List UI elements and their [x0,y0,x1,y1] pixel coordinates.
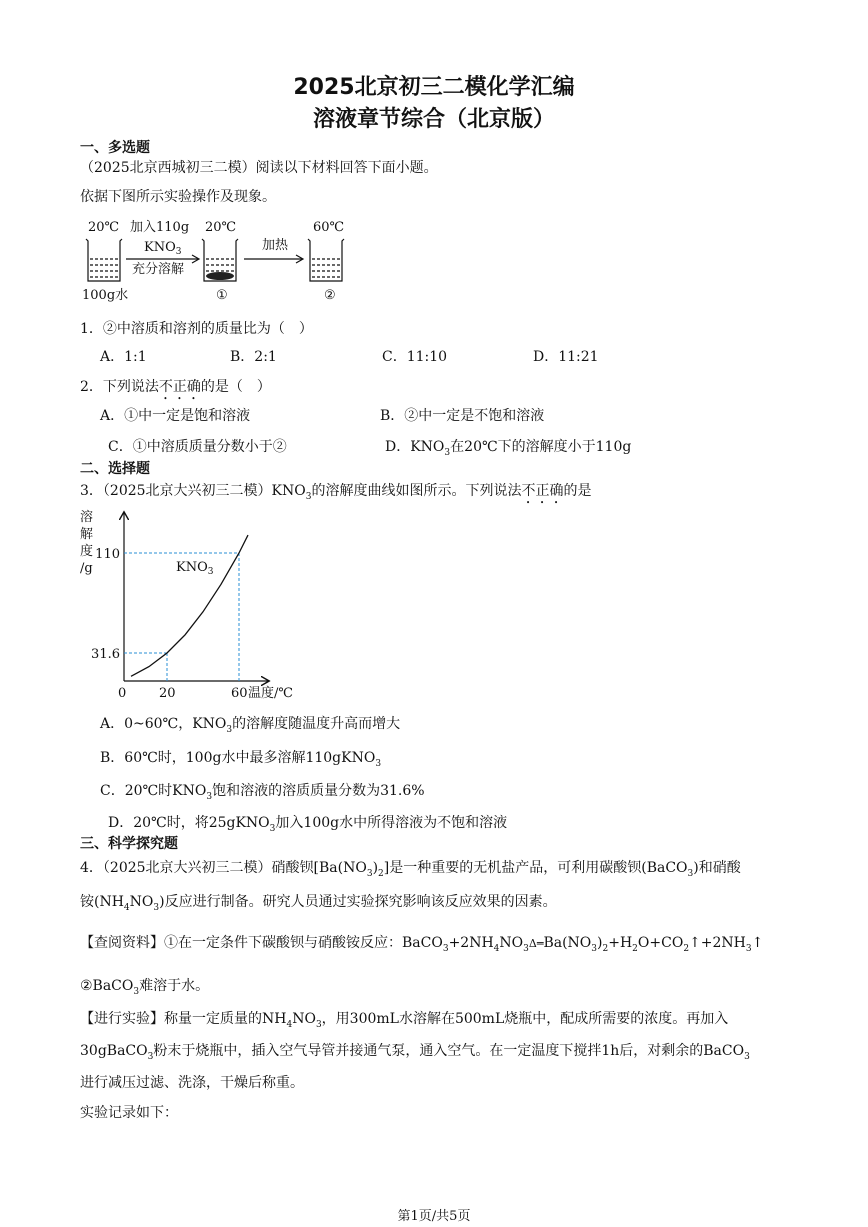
y-tick-label: 31.6 [91,647,120,662]
q4-reference-equation: 【查阅资料】①在一定条件下碳酸钡与硝酸铵反应：$BaCO_3+2NH_4NO_3\Delta═Ba(NO_3)_2+H_2O+CO_2↑+2NH_3↑$ [80,935,764,954]
experiment-diagram [80,215,360,307]
diagram-label-1: ① [216,288,228,303]
x-tick-label: 0 [118,686,127,701]
x-axis-label: 温度/℃ [248,686,293,701]
q2-option-c: C．①中溶质质量分数小于② [108,439,287,455]
page-subtitle: 溶液章节综合（北京版） [312,107,555,132]
emphasis-text: 不正确 [521,483,564,499]
series-label: $KNO_3$ [176,559,214,577]
y-axis-label-char: 度 [80,544,94,559]
q4-line-2: 铵$(NH_4NO_3)$反应进行制备。研究人员通过实验探究影响该反应效果的因素。 [80,894,557,913]
page-footer: 第1页/共5页 [397,1209,471,1224]
section-heading: 三、科学探究题 [80,836,178,852]
kno3-solubility-curve [131,535,248,676]
diagram-dissolve-text: 充分溶解 [132,262,185,277]
heating-arrow-icon: Δ═ [528,937,544,950]
q4-reference-2: ②BaCO$_3$难溶于水。 [80,978,210,997]
page-title: 2025北京初三二模化学汇编 [293,75,575,100]
q3-option-d: D．20℃时，将25gKNO$_3$加入100g水中所得溶液为不饱和溶液 [108,815,508,834]
beaker-icon [308,239,344,281]
undissolved-solid [206,272,234,280]
diagram-temp-1: 20℃ [88,220,120,235]
q2-option-a: A．①中一定是饱和溶液 [100,408,251,424]
solubility-chart [78,505,318,705]
intro-text: （2025北京西城初三二模）阅读以下材料回答下面小题。 [80,160,438,176]
question-2-stem: 2．下列说法不正确的是（ ） [80,379,271,395]
beaker-icon [86,239,122,281]
diagram-label-2: ② [324,288,336,303]
intro-text-2: 依据下图所示实验操作及现象。 [80,189,276,205]
q4-experiment-3: 进行减压过滤、洗涤，干燥后称重。 [80,1075,304,1091]
q1-option-a: A．1:1 [100,349,147,365]
question-1-stem: 1．②中溶质和溶剂的质量比为（ ） [80,321,313,337]
y-tick-label: 110 [95,547,120,562]
diagram-add-text: 加入110g [130,220,190,235]
q1-option-c: C．11:10 [382,349,448,365]
diagram-kno3: $KNO_3$ [144,240,182,257]
diagram-water-label: 100g水 [82,288,129,303]
x-tick-label: 20 [159,686,176,701]
question-3-stem: 3．（2025北京大兴初三二模）$KNO_3$的溶解度曲线如图所示。下列说法不正确的是 [80,483,592,502]
q3-option-c: C．20℃时$KNO_3$饱和溶液的溶质质量分数为31.6% [100,783,425,802]
q4-record-label: 实验记录如下： [80,1105,178,1121]
diagram-heat-text: 加热 [262,238,289,253]
y-axis-label-char: 解 [80,527,94,542]
x-tick-label: 60 [231,686,248,701]
emphasis-text: 不正确 [158,379,201,395]
q3-option-a: A．0~60℃，$KNO_3$的溶解度随温度升高而增大 [100,716,401,735]
q3-option-b: B．60℃时，100g水中最多溶解110gKNO$_3$ [100,750,382,769]
diagram-temp-3: 60℃ [313,220,345,235]
q4-experiment-2: 30gBaCO$_3$粉末于烧瓶中，插入空气导管并接通气泵，通入空气。在一定温度下搅拌1h后，对剩余的BaCO$_3$ [80,1043,750,1062]
section-heading: 一、多选题 [80,140,150,156]
q2-option-b: B．②中一定是不饱和溶液 [380,408,545,424]
y-axis-label-char: 溶 [80,510,94,525]
q4-experiment-1: 【进行实验】称量一定质量的$NH_4NO_3$，用300mL水溶解在500mL烧瓶中，配成所需要的浓度。再加入 [80,1011,729,1030]
y-axis-label-char: /g [80,561,93,576]
q2-option-d: D．$KNO_3$在20℃下的溶解度小于110g [385,439,632,458]
diagram-temp-2: 20℃ [205,220,237,235]
q1-option-d: D．11:21 [533,349,599,365]
q1-option-b: B．2:1 [230,349,277,365]
section-heading: 二、选择题 [80,461,150,477]
q4-line-1: 4．（2025北京大兴初三二模）硝酸钡$[Ba(NO_3)_2]$是一种重要的无机盐产品，可利用碳酸钡(BaCO$_3$)和硝酸 [80,860,741,879]
